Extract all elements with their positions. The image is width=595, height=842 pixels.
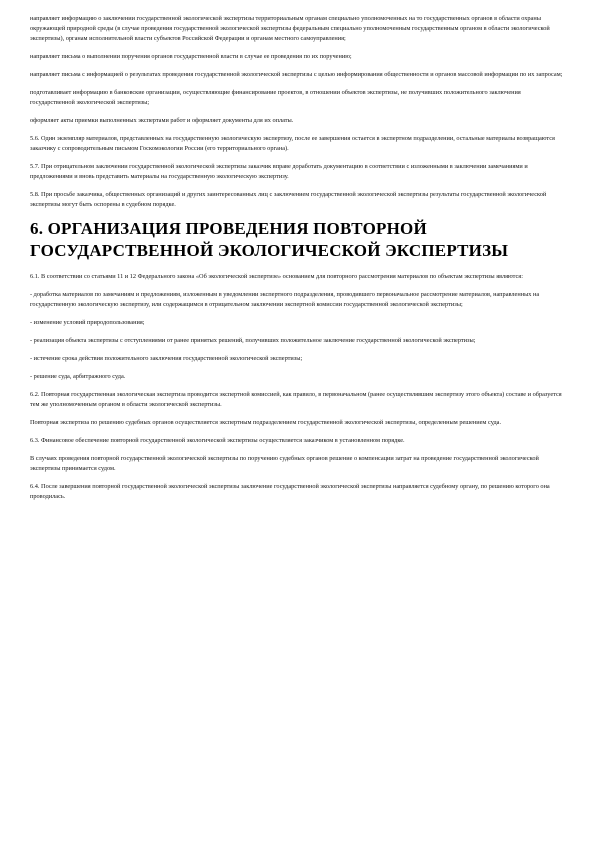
list-item: - реализация объекта экспертизы с отступлениями от ранее принятых решений, получивших положительное заключение государственной экологической экспертизы; <box>30 337 476 344</box>
document-page <box>30 14 563 510</box>
paragraph: В случаях проведения повторной государственной экологической экспертизы по поручению судебных органов решение о компенсации затрат на проведение государственной экологической экспертизы принимается судом. <box>30 455 539 472</box>
paragraph: направляет информацию о заключении государственной экологической экспертизы территориальным органам специально уполномоченных на то государственных органов в области охраны окружающей природной среды (в случае проведения государственной экологической экспертизы федеральным специально уполномоченным государственным органом в области экологической экспертизы), органам исполнительной власти субъектов Российской Федерации и органам местного самоуправления; <box>30 15 550 42</box>
paragraph: 6.2. Повторная государственная экологическая экспертиза проводится экспертной комиссией, как правило, в первоначальном (ранее осуществлявшим экспертизу этого объекта) составе и образуется тем же уполномоченным органом в области экологической экспертизы. <box>30 391 562 408</box>
paragraph: 6.3. Финансовое обеспечение повторной государственной экологической экспертизы осуществляется заказчиком в установленном порядке. <box>30 437 405 444</box>
section-heading: 6. ОРГАНИЗАЦИЯ ПРОВЕДЕНИЯ ПОВТОРНОЙ ГОСУДАРСТВЕННОЙ ЭКОЛОГИЧЕСКОЙ ЭКСПЕРТИЗЫ <box>30 219 509 260</box>
paragraph: направляет письма с информацией о результатах проведения государственной экологической экспертизы с целью информирования общественности и органов массовой информации по их запросам; <box>30 71 563 78</box>
paragraph: направляет письма о выполнении поручения органов государственной власти в случае ее проведения по их поручению; <box>30 53 352 60</box>
paragraph: подготавливает информацию в банковские организации, осуществляющие финансирование проектов, в отношении объектов экспертизы, не получивших положительного заключения государственной экологической экспертизы; <box>30 89 521 106</box>
paragraph: 5.7. При отрицательном заключении государственной экологической экспертизы заказчик вправе доработать документацию в соответствии с изложенными в заключении замечаниями и предложениями и вновь представить материалы на государственную экологическую экспертизу. <box>30 163 528 180</box>
list-item: - решение суда, арбитражного суда. <box>30 373 126 380</box>
paragraph: 6.4. После завершения повторной государственной экологической экспертизы заключение государственной экологической экспертизы направляется судебному органу, по решению которого она проводилась. <box>30 483 550 500</box>
paragraph: 5.6. Один экземпляр материалов, представленных на государственную экологическую экспертизу, после ее завершения остается в экспертном подразделении, остальные материалы возвращаются заказчику с сопроводительным письмом Госкомэкологии России (его территориального органа). <box>30 135 555 152</box>
list-item: - доработка материалов по замечаниям и предложениям, изложенным в уведомлении экспертного подразделения, проводившего первоначальное рассмотрение материалов, направленных на государственную экологическую экспертизу, или содержащимся в отрицательном заключении экспертной комиссии государственной экологической экспертизы; <box>30 291 540 308</box>
paragraph: 5.8. При просьбе заказчика, общественных организаций и других заинтересованных лиц с заключением государственной экологической экспертизы результаты государственной экологической экспертизы могут быть оспорены в судебном порядке. <box>30 191 547 208</box>
paragraph: 6.1. В соответствии со статьями 11 и 12 Федерального закона «Об экологической экспертизе» основанием для повторного рассмотрения материалов по объектам экспертизы являются: <box>30 273 523 280</box>
list-item: - изменение условий природопользования; <box>30 319 145 326</box>
paragraph: оформляет акты приемки выполненных экспертами работ и оформляет документы для их оплаты. <box>30 117 294 124</box>
paragraph: Повторная экспертиза по решению судебных органов осуществляется экспертным подразделением государственной экологической экспертизы, определенным решением суда. <box>30 419 502 426</box>
list-item: - истечение срока действия положительного заключения государственной экологической экспертизы; <box>30 355 303 362</box>
